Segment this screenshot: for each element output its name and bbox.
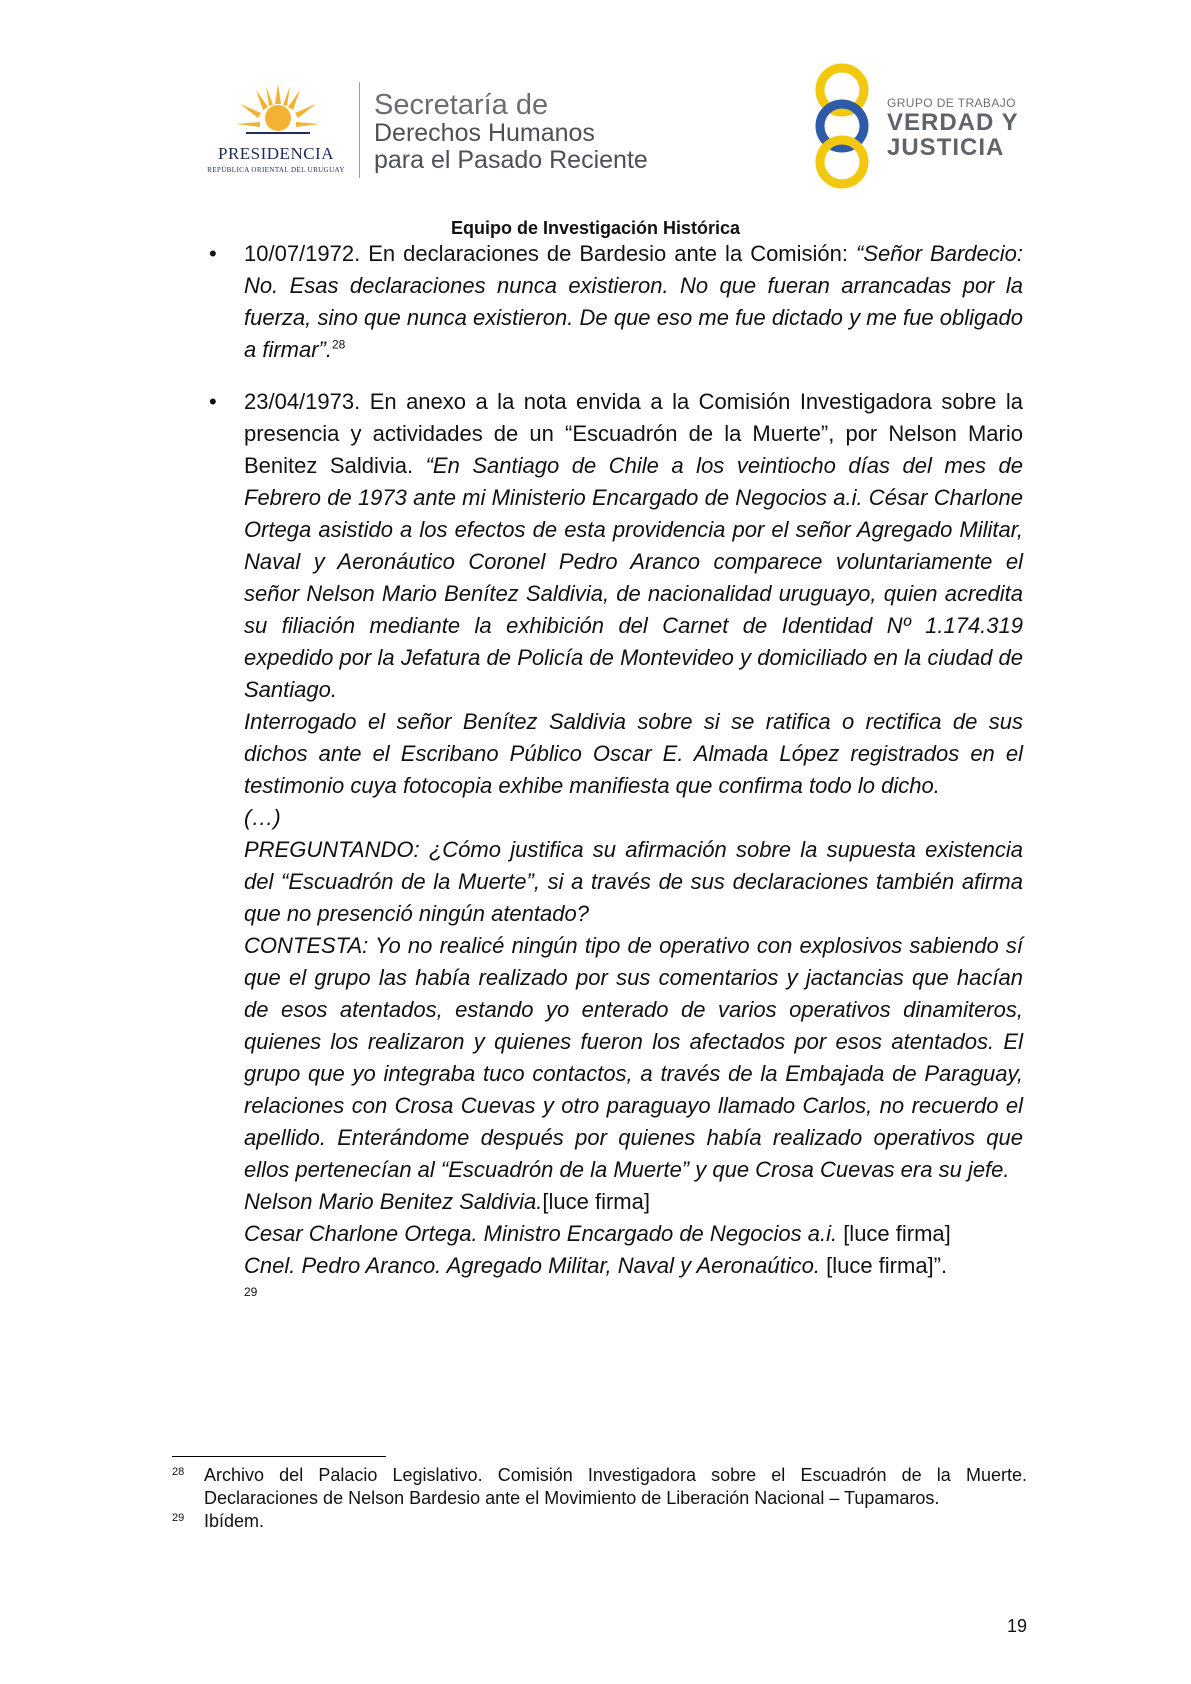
footnote-text: Archivo del Palacio Legislativo. Comisión Investigadora sobre el Escuadrón de la Muerte. Declaraciones de Nelson Bardesio ante el Movimiento de Liberación Nacional – Tupamaros.	[204, 1465, 1027, 1508]
presidencia-name: PRESIDENCIA	[217, 144, 334, 163]
grupo-trabajo-logo-text	[887, 96, 1019, 160]
presidencia-subtitle: REPÚBLICA ORIENTAL DEL URUGUAY	[207, 166, 345, 174]
footnote-29	[172, 1510, 1027, 1533]
footnote-number: 29	[172, 1512, 185, 1524]
interlinked-rings-icon	[806, 62, 878, 190]
signature-name: Cesar Charlone Ortega. Ministro Encargado de Negocios a.i.	[244, 1221, 838, 1246]
footnote-28	[172, 1464, 1027, 1510]
quote-answer: CONTESTA: Yo no realicé ningún tipo de operativo con explosivos sabiendo sí que el grupo las había realizado por sus comentarios y jactancias que hacían de esos atentados, estando yo enterado de varios operativos dinamiteros, quienes los realizaron y quienes fueron los afectados por esos atentados. El grupo que yo integraba tuco contactos, a través de la Embajada de Paraguay, relaciones con Crosa Cuevas y otro paraguayo llamado Carlos, no recuerdo el apellido. Enterándome después por quienes había realizado operativos que ellos pertenecían al “Escuadrón de la Muerte” y que Crosa Cuevas era su jefe.	[244, 933, 1023, 1182]
page-number: 19	[1006, 1616, 1027, 1636]
entry-list	[209, 238, 1023, 1300]
secretaria-line-1: Secretaría de	[374, 89, 549, 121]
quote-ellipsis: (…)	[244, 805, 281, 830]
entry-1972	[209, 238, 1023, 366]
team-title: Equipo de Investigación Histórica	[450, 218, 741, 238]
bullet-icon: •	[209, 241, 217, 266]
footnote-separator	[172, 1456, 386, 1457]
footnote-text: Ibídem.	[204, 1511, 265, 1531]
footnote-reference[interactable]: 29	[244, 1285, 258, 1299]
signature-name: Cnel. Pedro Aranco. Agregado Militar, Naval y Aeronaútico.	[244, 1253, 820, 1278]
secretaria-logo-text	[374, 90, 648, 174]
entry-intro: 10/07/1972. En declaraciones de Bardesio ante la Comisión:	[244, 241, 857, 266]
grupo-line-3: JUSTICIA	[887, 134, 1005, 161]
footnote-number: 28	[172, 1466, 185, 1478]
secretaria-line-2: Derechos Humanos	[374, 119, 595, 147]
quote-interrogado: Interrogado el señor Benítez Saldivia sobre si se ratifica o rectifica de sus dichos ante el Escribano Público Oscar E. Almada López registrados en el testimonio cuya fotocopia exhibe manifiesta que confirma todo lo dicho.	[244, 709, 1023, 798]
entry-1973	[209, 386, 1023, 1300]
grupo-line-2: VERDAD Y	[887, 109, 1019, 136]
presidencia-logo	[196, 82, 356, 178]
entry-quote: “Señor Bardecio: No. Esas declaraciones nunca existieron. No que fueran arrancadas por la fuerza, sino que nunca existieron. De que eso me fue dictado y me fue obligado a firmar”.	[244, 241, 1023, 362]
quote-question: PREGUNTANDO: ¿Cómo justifica su afirmación sobre la supuesta existencia del “Escuadrón de la Muerte”, si a través de sus declaraciones también afirma que no presenció ningún atentado?	[244, 837, 1023, 926]
quote-opening: “En Santiago de Chile a los veintiocho días del mes de Febrero de 1973 ante mi Ministerio Encargado de Negocios a.i. César Charlone Ortega asistido a los efectos de esta providencia por el señor Agregado Militar, Naval y Aeronáutico Coronel Pedro Aranco comparece voluntariamente el señor Nelson Mario Benítez Saldivia, de nacionalidad uruguayo, quien acredita su filiación mediante la exhibición del Carnet de Identidad Nº 1.174.319 expedido por la Jefatura de Policía de Montevideo y domiciliado en la ciudad de Santiago.	[244, 453, 1023, 702]
entry-intro: 23/04/1973. En anexo a la nota envida a la Comisión Investigadora sobre la presencia y actividades de un “Escuadrón de la Muerte”, por Nelson Mario Benitez Saldivia.	[244, 389, 1023, 478]
grupo-line-1: GRUPO DE TRABAJO	[887, 96, 1016, 110]
signature-note: [luce firma]”.	[819, 1253, 948, 1278]
header-divider	[359, 82, 360, 178]
signature-note: [luce firma]	[837, 1221, 951, 1246]
footnotes	[172, 1464, 1027, 1533]
bullet-icon: •	[209, 389, 217, 414]
footnote-reference[interactable]: 28	[332, 337, 346, 352]
signature-name: Nelson Mario Benitez Saldivia.	[244, 1189, 543, 1214]
signature-note: [luce firma]	[542, 1189, 650, 1214]
sun-emblem-icon	[236, 82, 320, 142]
secretaria-line-3: para el Pasado Reciente	[374, 146, 648, 174]
